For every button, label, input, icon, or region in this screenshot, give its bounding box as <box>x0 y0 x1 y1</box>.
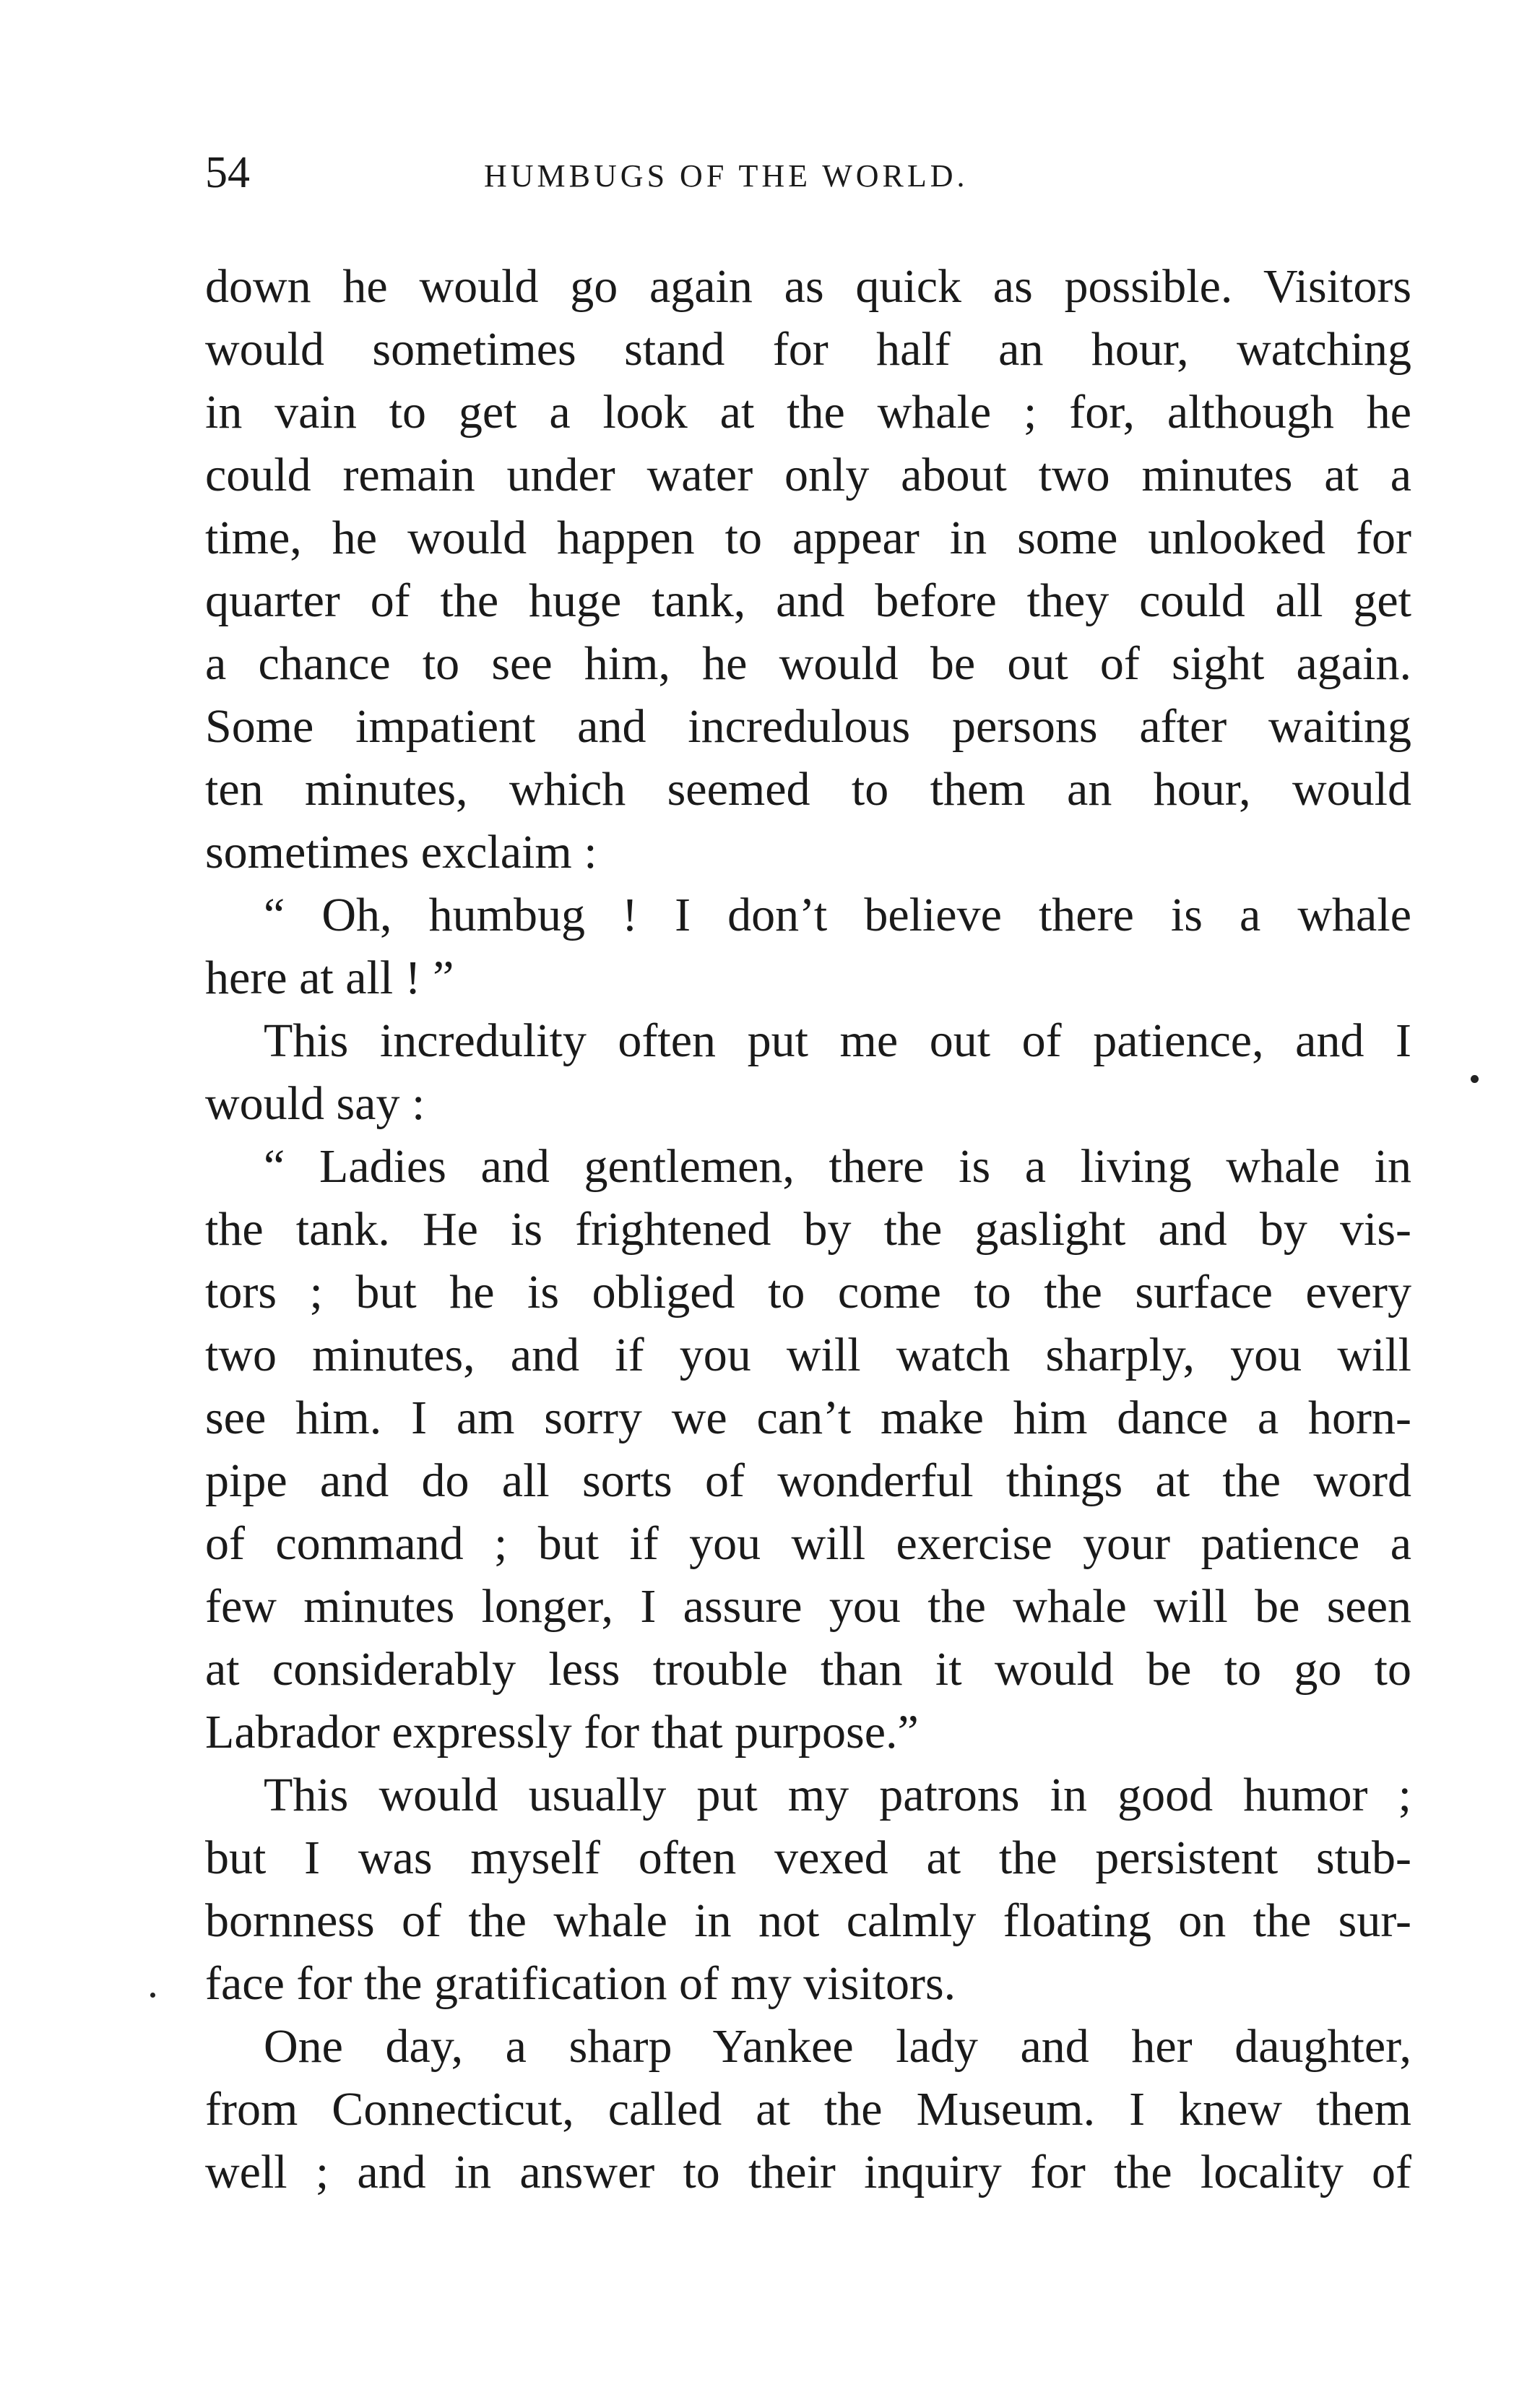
text-line: One day, a sharp Yankee lady and her daughter, <box>264 2020 1411 2073</box>
text-line: quarter of the huge tank, and before they could all get <box>205 574 1411 627</box>
running-head: HUMBUGS OF THE WORLD. <box>484 158 969 194</box>
text-line: time, he would happen to appear in some unlooked for <box>205 512 1411 564</box>
ink-speck <box>1471 1075 1479 1083</box>
text-line: “ Ladies and gentlemen, there is a living whale in <box>264 1140 1411 1193</box>
text-line: the tank. He is frightened by the gaslight and by vis- <box>205 1203 1411 1256</box>
text-line: from Connecticut, called at the Museum. I knew them <box>205 2083 1411 2136</box>
text-line: bornness of the whale in not calmly floating on the sur- <box>205 1894 1411 1947</box>
text-line: but I was myself often vexed at the persistent stub- <box>205 1831 1411 1884</box>
text-line: could remain under water only about two minutes at a <box>205 449 1411 501</box>
text-line: of command ; but if you will exercise your patience a <box>205 1517 1411 1570</box>
text-line: Labrador expressly for that purpose.” <box>205 1706 919 1758</box>
text-line: see him. I am sorry we can’t make him dance a horn- <box>205 1391 1411 1444</box>
text-line: face for the gratification of my visitors. <box>205 1957 956 2010</box>
text-line: This would usually put my patrons in good humor ; <box>264 1769 1411 1821</box>
text-line: pipe and do all sorts of wonderful things at the word <box>205 1454 1411 1507</box>
text-line: down he would go again as quick as possible. Visitors <box>205 260 1411 313</box>
page-number: 54 <box>205 148 250 197</box>
text-line: would say : <box>205 1077 425 1130</box>
text-line: would sometimes stand for half an hour, watching <box>205 323 1411 376</box>
text-line: at considerably less trouble than it would be to go to <box>205 1643 1411 1696</box>
text-line: well ; and in answer to their inquiry for the locality of <box>205 2146 1411 2198</box>
text-line: sometimes exclaim : <box>205 826 597 879</box>
text-line: “ Oh, humbug ! I don’t believe there is a whale <box>264 889 1411 941</box>
text-line: few minutes longer, I assure you the whale will be seen <box>205 1580 1411 1633</box>
text-line: Some impatient and incredulous persons after waiting <box>205 700 1411 753</box>
text-line: tors ; but he is obliged to come to the surface every <box>205 1266 1411 1319</box>
text-line: here at all ! ” <box>205 951 454 1004</box>
text-line: two minutes, and if you will watch sharply, you will <box>205 1329 1411 1381</box>
ink-speck <box>150 1993 155 1998</box>
text-line: a chance to see him, he would be out of sight again. <box>205 637 1411 690</box>
text-line: ten minutes, which seemed to them an hour, would <box>205 763 1411 816</box>
text-line: This incredulity often put me out of patience, and I <box>264 1014 1411 1067</box>
text-line: in vain to get a look at the whale ; for, although he <box>205 386 1411 439</box>
